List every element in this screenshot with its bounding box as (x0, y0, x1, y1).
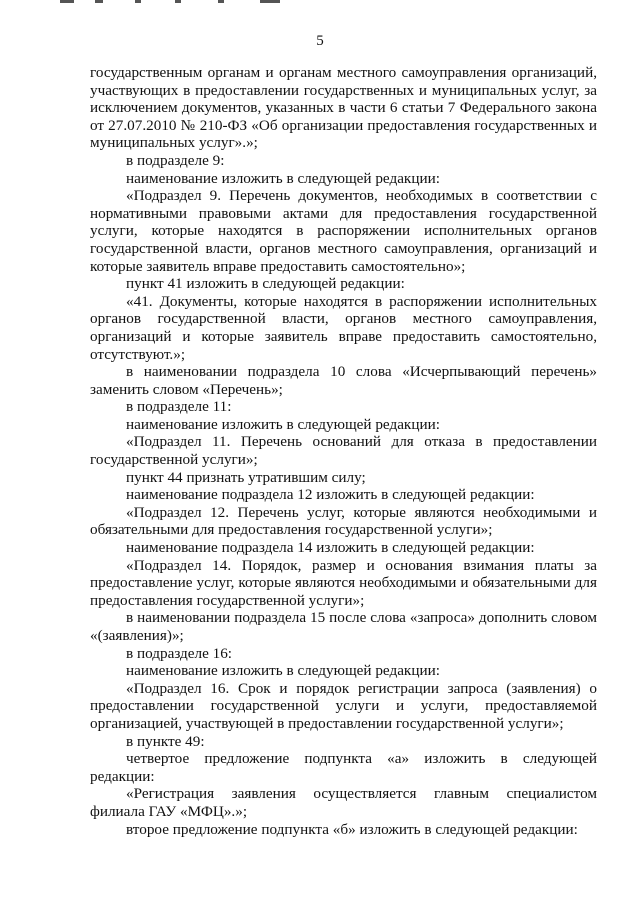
paragraph: «Подраздел 9. Перечень документов, необходимых в соответствии с нормативными правовыми актами для предоставления государственной услуги, которые находятся в распоряжении исполнительных органов государственной власти, органов местного самоуправления, организаций и которые заявитель вправе предоставить самостоятельно»; (90, 187, 597, 275)
paragraph: пункт 41 изложить в следующей редакции: (126, 275, 405, 293)
paragraph: наименование изложить в следующей редакции: (126, 415, 440, 433)
page-number: 5 (316, 33, 324, 49)
paragraph: наименование подраздела 12 изложить в следующей редакции: (126, 486, 535, 504)
paragraph: наименование изложить в следующей редакции: (126, 169, 440, 187)
paragraph: «Подраздел 11. Перечень оснований для отказа в предоставлении государственной услуги»; (90, 433, 597, 469)
scan-edge-marks (0, 0, 640, 8)
paragraph: «Регистрация заявления осуществляется главным специалистом филиала ГАУ «МФЦ».»; (90, 785, 597, 820)
paragraph: в наименовании подраздела 10 слова «Исчерпывающий перечень» заменить словом «Перечень»; (90, 363, 597, 398)
paragraph: в подразделе 11: (126, 398, 232, 416)
paragraph: «Подраздел 16. Срок и порядок регистрации запроса (заявления) о предоставлении государственной услуги и услуги, предоставляемой организацией, участвующей в предоставлении государственной услуги»; (90, 679, 597, 732)
paragraph: «Подраздел 12. Перечень услуг, которые являются необходимыми и обязательными для предоставления государственной услуги»; (90, 503, 597, 539)
paragraph: в подразделе 16: (126, 644, 233, 662)
paragraph: в пункте 49: (126, 732, 205, 750)
paragraph: в подразделе 9: (126, 151, 225, 169)
paragraph: второе предложение подпункта «б» изложить в следующей редакции: (126, 820, 578, 838)
paragraph: «41. Документы, которые находятся в распоряжении исполнительных органов государственной власти, органов местного самоуправления, организаций и которые заявитель вправе предоставить самостоятельно, отсутствуют.»; (90, 292, 597, 363)
paragraph: наименование изложить в следующей редакции: (126, 662, 440, 680)
paragraph: четвертое предложение подпункта «а» изложить в следующей редакции: (90, 750, 597, 785)
paragraph: государственным органам и органам местного самоуправления организаций, участвующих в предоставлении государственных и муниципальных услуг, за исключением документов, указанных в части 6 статьи 7 Федерального закона от 27.07.2010 № 210-ФЗ «Об организации предоставления государственных и муниципальных услуг».»; (90, 64, 597, 152)
paragraph: в наименовании подраздела 15 после слова «запроса» дополнить словом «(заявления)»; (90, 609, 597, 644)
paragraph: пункт 44 признать утратившим силу; (126, 468, 366, 486)
document-body (90, 64, 597, 838)
paragraph: «Подраздел 14. Порядок, размер и основания взимания платы за предоставление услуг, которые являются необходимыми и обязательными для предоставления государственной услуги»; (90, 556, 597, 609)
paragraph: наименование подраздела 14 изложить в следующей редакции: (126, 539, 535, 557)
